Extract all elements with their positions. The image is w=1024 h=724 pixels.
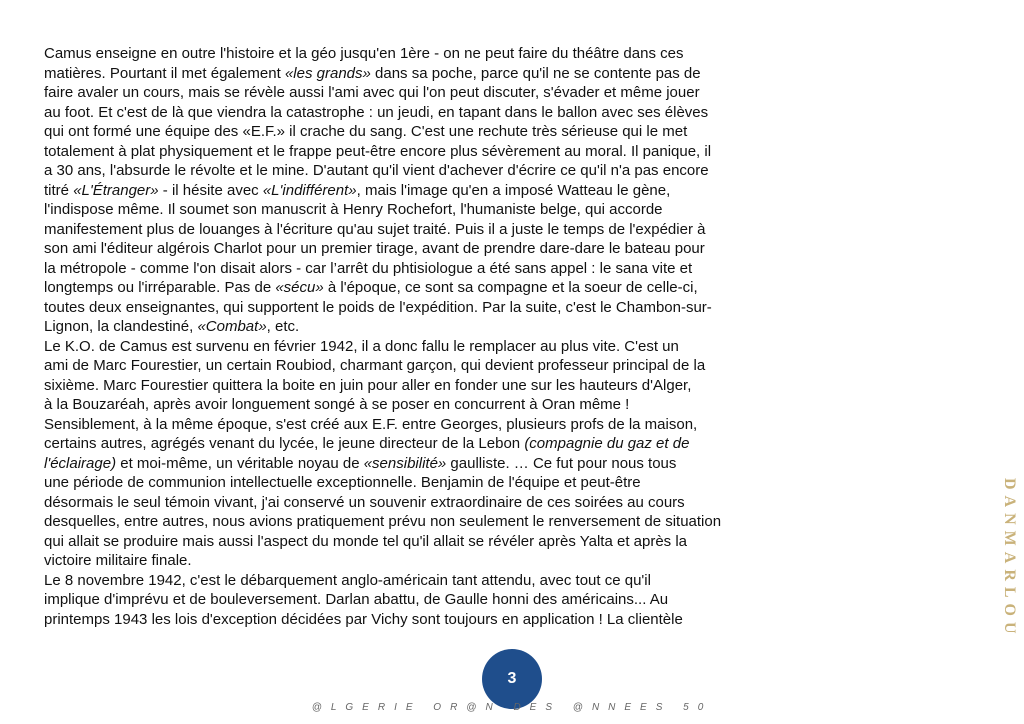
text-line <box>44 298 819 318</box>
text-line <box>44 44 819 64</box>
text-line <box>44 590 819 610</box>
text-run: son ami l'éditeur algérois Charlot pour un premier tirage, avant de prendre dare-dare le bateau pour <box>44 240 705 257</box>
text-line <box>44 181 819 201</box>
text-line <box>44 122 819 142</box>
text-run: victoire militaire finale. <box>44 552 192 569</box>
italic-text: «sensibilité» <box>363 454 447 472</box>
text-run: Le 8 novembre 1942, c'est le débarquement anglo-américain tant attendu, avec tout ce qu'il <box>44 571 651 589</box>
italic-text: l'éclairage) <box>44 454 117 472</box>
text-run: toutes deux enseignantes, qui supportent le poids de l'expédition. Par la suite, c'est le Chambon-sur- <box>44 298 712 316</box>
text-run: implique d'imprévu et de bouleversement. Darlan abattu, de Gaulle honni des américains... Au <box>44 591 669 608</box>
italic-text: «sécu» <box>275 279 324 296</box>
text-line <box>44 337 819 357</box>
text-run: gaulliste. … Ce fut pour nous tous <box>446 454 677 472</box>
text-line <box>44 376 819 396</box>
text-line <box>44 532 819 552</box>
text-run: - il hésite avec <box>158 181 263 199</box>
text-run: manifestement plus de louanges à l'écriture qu'au sujet traité. Puis il a juste le temps de l'expédier à <box>44 220 706 238</box>
italic-text: (compagnie du gaz et de <box>524 435 690 452</box>
text-run: longtemps ou l'irréparable. Pas de <box>44 279 276 296</box>
text-run: au foot. Et c'est de là que viendra la catastrophe : un jeudi, en tapant dans le ballon avec ses élèves <box>44 103 709 121</box>
text-line <box>44 493 819 513</box>
text-run: Camus enseigne en outre l'histoire et la géo jusqu'en 1ère - on ne peut faire du théâtre dans ces <box>44 45 684 62</box>
text-line <box>44 512 819 532</box>
text-line <box>44 103 819 123</box>
page-number: 3 <box>507 670 517 687</box>
text-line <box>44 434 819 454</box>
page-number-badge <box>482 649 542 709</box>
text-line <box>44 473 819 493</box>
italic-text: «les grands» <box>284 64 371 82</box>
text-line <box>44 356 819 376</box>
footer-caption: @LGERIE OR@N DES @NNEES 50 <box>311 702 713 713</box>
text-line <box>44 200 819 220</box>
text-run: printemps 1943 les lois d'exception décidées par Vichy sont toujours en application ! La clientèle <box>44 610 683 628</box>
text-line <box>44 454 819 474</box>
text-run: qui ont formé une équipe des «E.F.» il crache du sang. C'est une rechute très sérieuse qui le met <box>44 123 688 140</box>
text-run: a 30 ans, l'absurde le révolte et le mine. D'autant qu'il vient d'achever d'écrire ce qu'il n'a pas encore <box>44 162 709 179</box>
text-run: ami de Marc Fourestier, un certain Roubiod, charmant garçon, qui devient professeur principal de la <box>44 357 706 374</box>
text-run: qui allait se produire mais aussi l'aspect du monde tel qu'il allait se révéler après Yalta et après la <box>44 532 688 550</box>
text-line <box>44 142 819 162</box>
text-line <box>44 571 819 591</box>
text-run: faire avaler un cours, mais se révèle aussi l'ami avec qui l'on peut discuter, s'évader et même jouer <box>44 84 700 101</box>
italic-text: «L'Étranger» <box>73 181 159 199</box>
text-run: une période de communion intellectuelle exceptionnelle. Benjamin de l'équipe et peut-être <box>44 474 641 491</box>
text-line <box>44 551 819 571</box>
text-run: , mais l'image qu'en a imposé Watteau le gène, <box>356 181 671 199</box>
text-line <box>44 239 819 259</box>
text-run: titré <box>44 181 74 199</box>
text-run: désormais le seul témoin vivant, j'ai conservé un souvenir extraordinaire de ces soirées au cours <box>44 493 685 511</box>
text-run: l'indispose même. Il soumet son manuscrit à Henry Rochefort, l'humaniste belge, qui accorde <box>44 201 663 218</box>
text-line <box>44 161 819 181</box>
text-run: certains autres, agrégés venant du lycée, le jeune directeur de la Lebon <box>44 435 525 452</box>
text-run: Le K.O. de Camus est survenu en février 1942, il a donc fallu le remplacer au plus vite. C'est un <box>44 337 679 355</box>
text-line <box>44 395 819 415</box>
text-run: sixième. Marc Fourestier quittera la boite en juin pour aller en fonder une sur les hauteurs d'Alger, <box>44 376 692 394</box>
text-line <box>44 317 819 337</box>
text-run: Lignon, la clandestiné, <box>44 318 198 335</box>
text-line <box>44 415 819 435</box>
text-line <box>44 610 819 630</box>
text-run: et moi-même, un véritable noyau de <box>116 454 364 472</box>
text-line <box>44 278 819 298</box>
text-run: dans sa poche, parce qu'il ne se contente pas de <box>370 64 701 82</box>
text-run: totalement à plat physiquement et le frappe peut-être encore plus sévèrement au moral. Il panique, il <box>44 142 712 160</box>
italic-text: «L'indifférent» <box>262 181 357 199</box>
text-line <box>44 64 819 84</box>
text-run: , etc. <box>266 318 300 335</box>
text-run: matières. Pourtant il met également <box>44 64 285 82</box>
text-run: desquelles, entre autres, nous avions pratiquement prévu non seulement le renversement de situation <box>44 513 722 530</box>
text-line <box>44 83 819 103</box>
text-run: la métropole - comme l'on disait alors - car l’arrêt du phtisiologue a été sans appel : le sana vite et <box>44 259 693 277</box>
italic-text: «Combat» <box>197 318 267 335</box>
text-line <box>44 220 819 240</box>
text-line <box>44 259 819 279</box>
document-body <box>44 44 819 629</box>
text-run: Sensiblement, à la même époque, s'est créé aux E.F. entre Georges, plusieurs profs de la maison, <box>44 415 698 433</box>
side-brand-text: DANMARLOU <box>1001 478 1018 640</box>
text-run: à la Bouzaréah, après avoir longuement songé à se poser en concurrent à Oran même ! <box>44 396 630 413</box>
text-run: à l'époque, ce sont sa compagne et la soeur de celle-ci, <box>323 279 698 296</box>
